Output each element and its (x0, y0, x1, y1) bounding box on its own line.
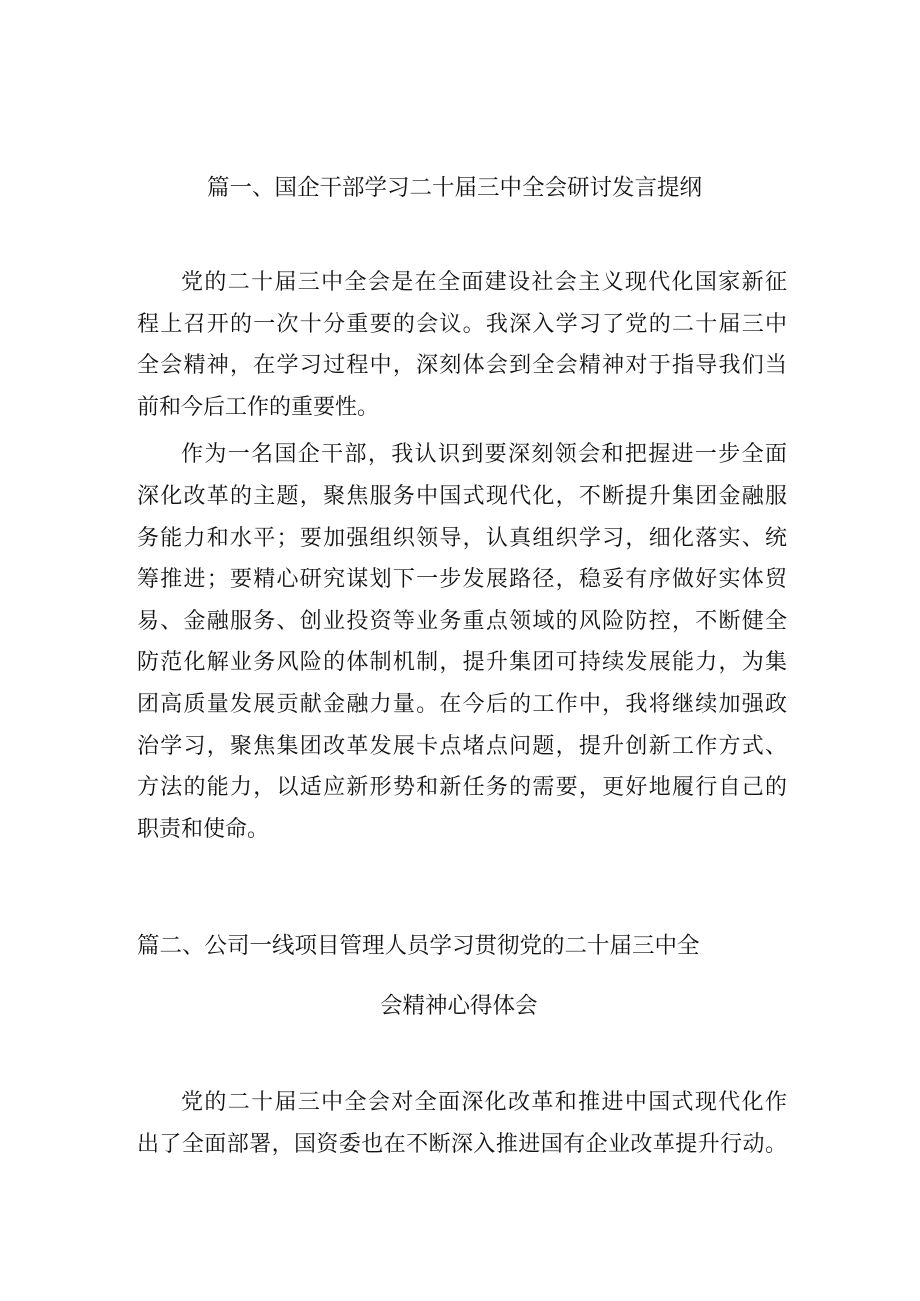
paragraph-line: 出了全面部署，国资委也在不断深入推进国有企业改革提升行动。 (137, 1131, 787, 1157)
section1-paragraph-1 (137, 262, 787, 428)
paragraph-line: 党的二十届三中全会是在全面建设社会主义现代化国家新征 (181, 270, 787, 295)
paragraph-line: 党的二十届三中全会对全面深化改革和推进中国式现代化作 (181, 1090, 787, 1115)
paragraph-line: 方法的能力，以适应新形势和新任务的需要，更好地履行自己的 (137, 775, 787, 801)
paragraph-line: 团高质量发展贡献金融力量。在今后的工作中，我将继续加强政 (137, 691, 787, 717)
paragraph-line: 职责和使命。 (137, 816, 270, 842)
section2-title-line1: 篇二、公司一线项目管理人员学习贯彻党的二十届三中全 (137, 933, 700, 959)
section2-title-line2: 会精神心得体会 (380, 993, 538, 1019)
paragraph-line: 全会精神，在学习过程中，深刻体会到全会精神对于指导我们当 (137, 353, 787, 379)
paragraph-line: 防范化解业务风险的体制机制，提升集团可持续发展能力，为集 (137, 650, 787, 676)
paragraph-line: 程上召开的一次十分重要的会议。我深入学习了党的二十届三中 (137, 311, 787, 337)
section1-paragraph-2 (137, 434, 787, 850)
section2-paragraph-1 (137, 1082, 787, 1165)
section2-body (137, 1082, 787, 1165)
paragraph-line: 治学习，聚焦集团改革发展卡点堵点问题，提升创新工作方式、 (137, 733, 787, 759)
paragraph-line: 筹推进；要精心研究谋划下一步发展路径，稳妥有序做好实体贸 (137, 567, 787, 593)
paragraph-line: 前和今后工作的重要性。 (137, 394, 380, 420)
paragraph-line: 深化改革的主题，聚焦服务中国式现代化，不断提升集团金融服 (137, 483, 787, 509)
section1-title: 篇一、国企干部学习二十届三中全会研讨发言提纲 (207, 175, 703, 201)
section1-body (137, 262, 787, 850)
paragraph-line: 作为一名国企干部，我认识到要深刻领会和把握进一步全面 (181, 442, 787, 468)
paragraph-line: 易、金融服务、创业投资等业务重点领域的风险防控，不断健全 (137, 608, 787, 634)
paragraph-line: 务能力和水平；要加强组织领导，认真组织学习，细化落实、统 (137, 525, 787, 551)
